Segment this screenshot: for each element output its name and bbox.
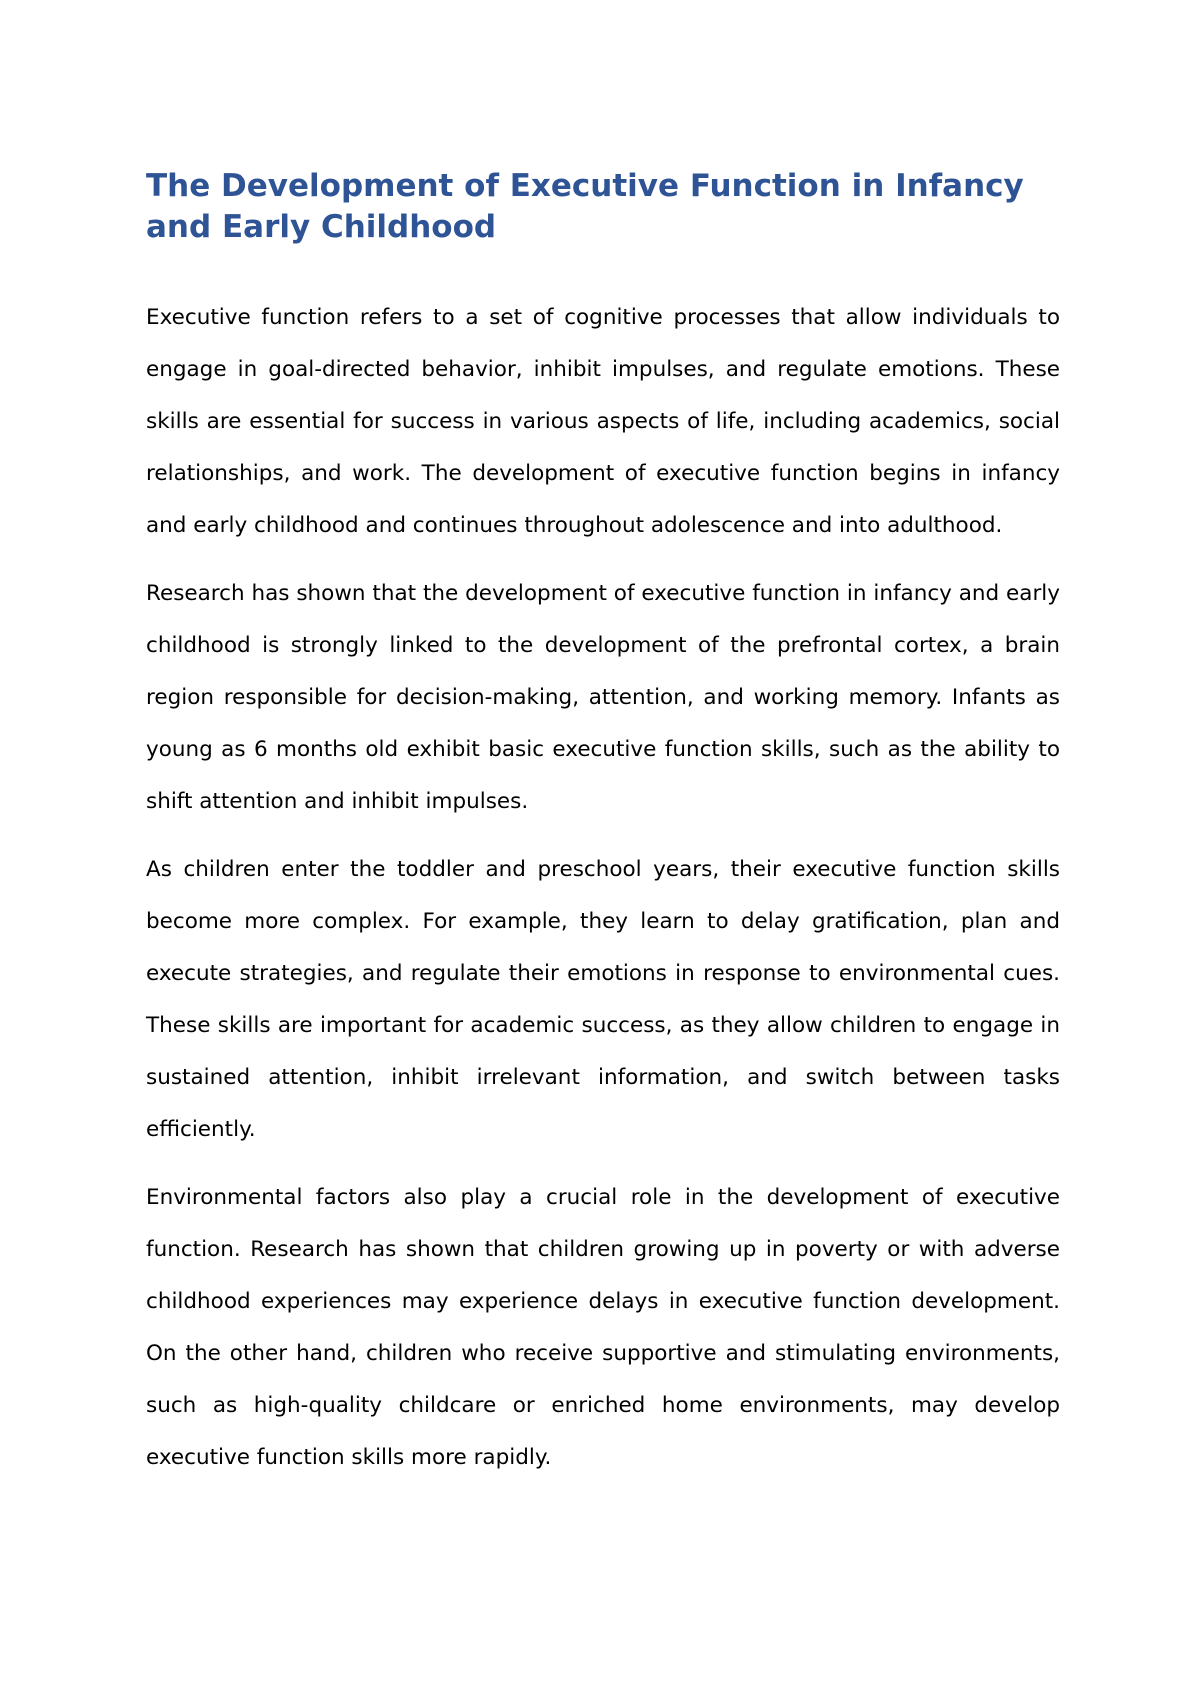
paragraph: Environmental factors also play a crucial role in the development of executive function. Research has shown that children growing up in poverty or with adverse childhood experiences may experience delays in executive function development. On the other hand, children who receive supportive and stimulating environments, such as high-quality childcare or enriched home environments, may develop executive function skills more rapidly. (146, 1185, 1060, 1470)
paragraph: Executive function refers to a set of cognitive processes that allow individuals to engage in goal-directed behavior, inhibit impulses, and regulate emotions. These skills are essential for success in various aspects of life, including academics, social relationships, and work. The development of executive function begins in infancy and early childhood and continues throughout adolescence and into adulthood. (146, 305, 1060, 538)
paragraph: As children enter the toddler and preschool years, their executive function skills become more complex. For example, they learn to delay gratification, plan and execute strategies, and regulate their emotions in response to environmental cues. These skills are important for academic success, as they allow children to engage in sustained attention, inhibit irrelevant information, and switch between tasks efficiently. (146, 857, 1060, 1142)
document-body (146, 166, 1060, 1500)
paragraph: Research has shown that the development of executive function in infancy and early childhood is strongly linked to the development of the prefrontal cortex, a brain region responsible for decision-making, attention, and working memory. Infants as young as 6 months old exhibit basic executive function skills, such as the ability to shift attention and inhibit impulses. (146, 581, 1060, 814)
document-title: The Development of Executive Function in Infancy and Early Childhood (146, 168, 1024, 245)
